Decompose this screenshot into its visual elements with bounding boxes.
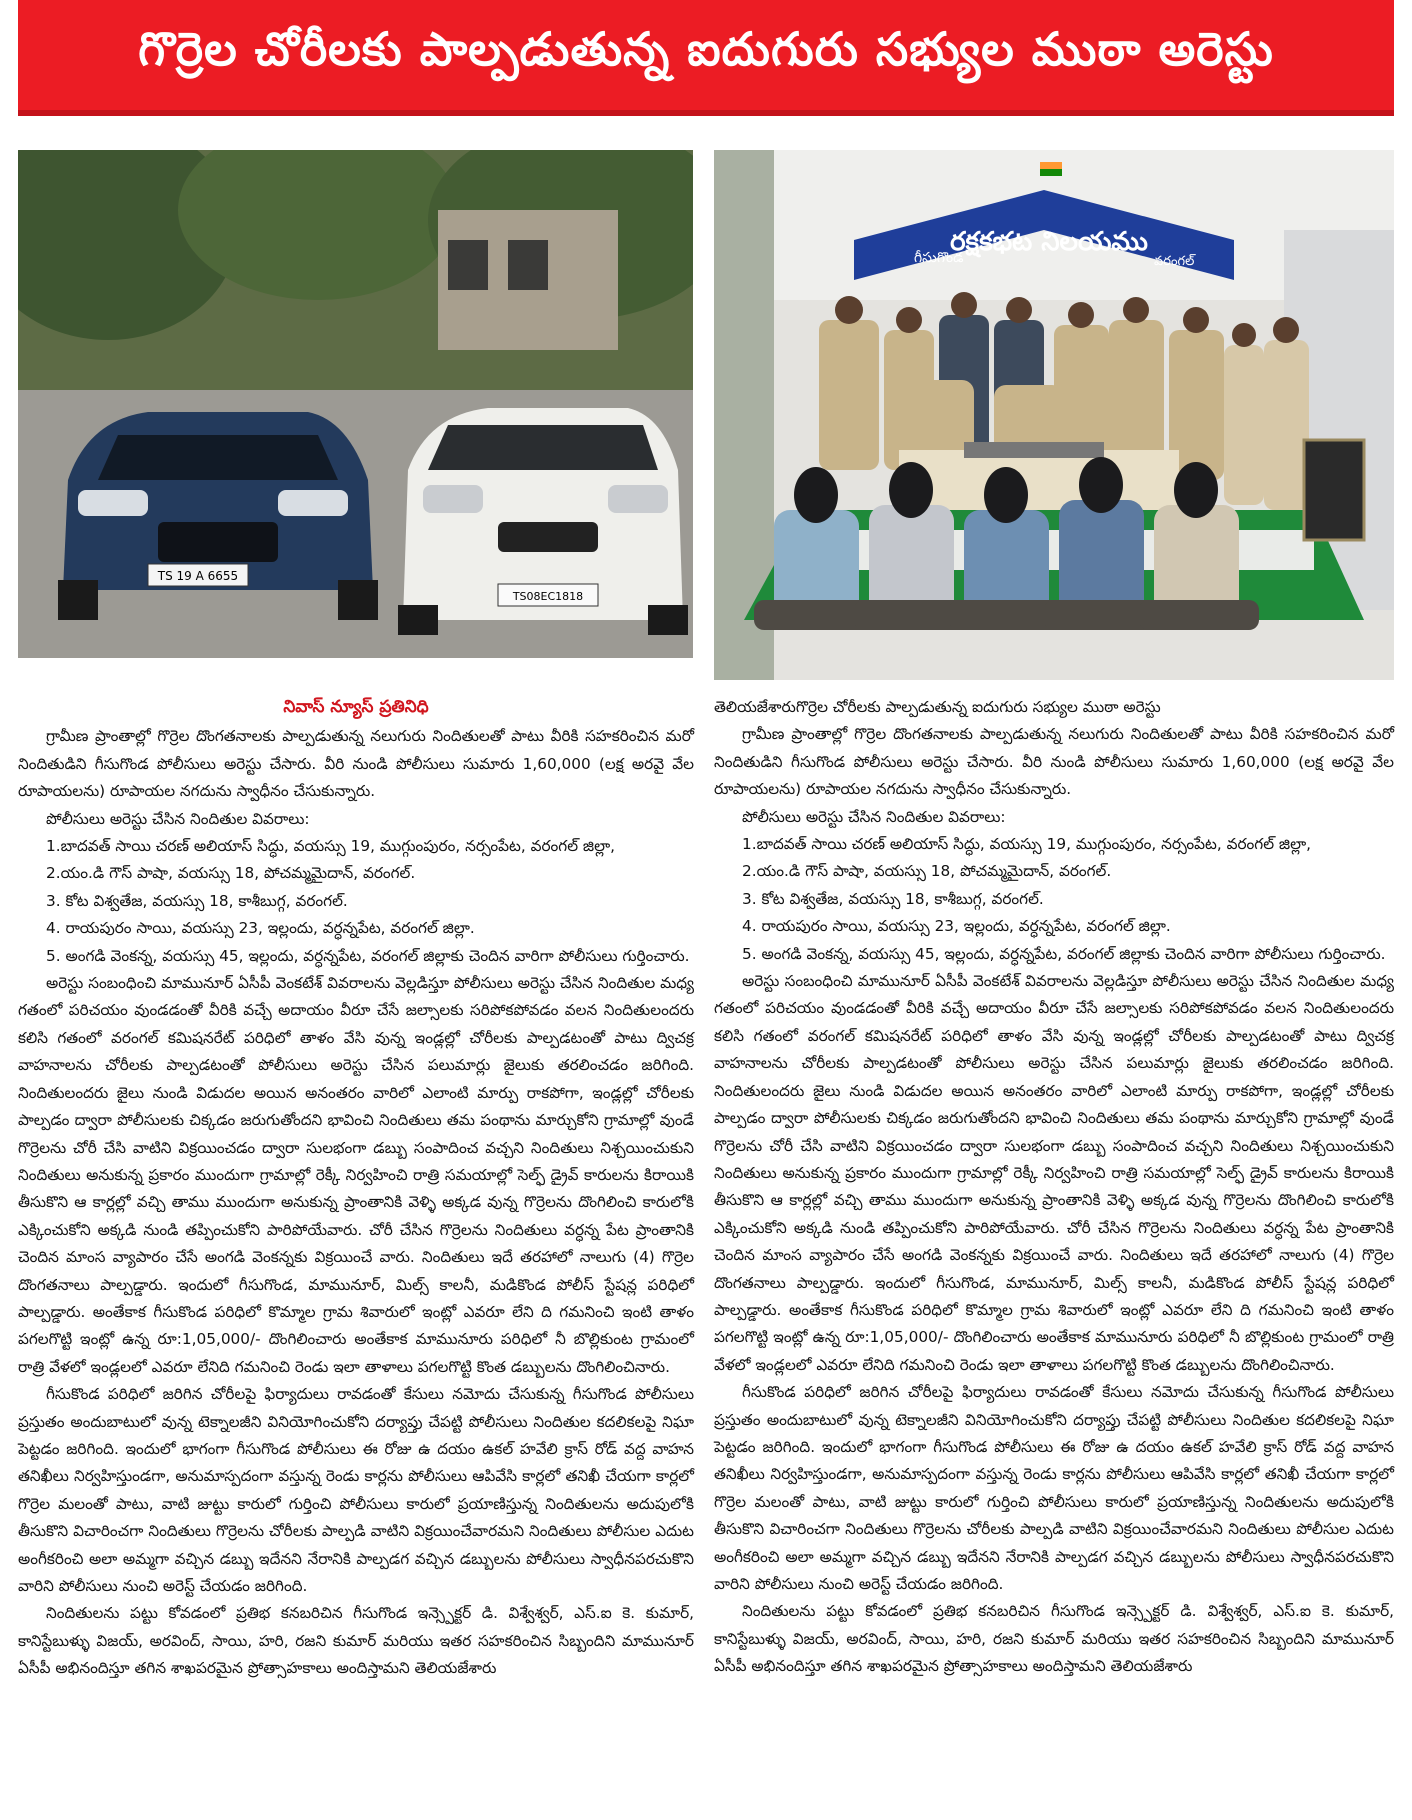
body-paragraph: నిందితులను పట్టు కోవడంలో ప్రతిభ కనబరిచిన గీసుగొండ ఇన్స్పెక్టర్ డి. విశ్వేశ్వర్, ఎస్.ఐ కె. కుమార్, కానిస్టేబుళ్ళు విజయ్, అరవింద్, సాయి, హరి, రజని కుమార్ మరియు ఇతర సహకరించిన సిబ్బందిని మామునూర్ ఏసీపీ అభినందిస్తూ తగిన శాఖపరమైన ప్రోత్సాహకాలు అందిస్తామని తెలియజేశారు (714, 1602, 1394, 1676)
sign-small: గీసుగొండ (914, 250, 964, 266)
sign-city: వరంగల్ (1154, 254, 1195, 269)
accused-item: 5. అంగడి వెంకన్న, వయస్సు 45, ఇల్లందు, వర్ధన్నపేట, వరంగల్ జిల్లాకు చెందిన వారిగా పోలీసులు గుర్తించారు. (742, 944, 1386, 963)
photo-seized-cars (18, 150, 693, 658)
list-heading: పోలీసులు అరెస్టు చేసిన నిందితుల వివరాలు: (46, 809, 310, 828)
headline-title: గొర్రెల చోరీలకు పాల్పడుతున్న ఐదుగురు సభ్యుల ముఠా అరెస్టు (138, 22, 1274, 76)
accused-item: 1.బాదవత్ సాయి చరణ్ అలియాస్ సిద్ధు, వయస్సు 19, ముగ్గుంపురం, నర్సంపేట, వరంగల్ జిల్లా, (46, 837, 615, 856)
accused-item: 3. కోట విశ్వతేజ, వయస్సు 18, కాశీబుగ్గ, వరంగల్. (742, 889, 1044, 908)
accused-item: 4. రాయపురం సాయి, వయస్సు 23, ఇల్లందు, వర్ధన్నపేట, వరంగల్ జిల్లా. (46, 919, 475, 938)
accused-item: 2.యం.డి గౌస్ పాషా, వయస్సు 18, పోచమ్మమైదాన్, వరంగల్. (742, 862, 1112, 881)
headline-banner (18, 0, 1394, 116)
accused-item: 1.బాదవత్ సాయి చరణ్ అలియాస్ సిద్ధు, వయస్సు 19, ముగ్గుంపురం, నర్సంపేట, వరంగల్ జిల్లా, (742, 835, 1311, 854)
intro-paragraph: గ్రామీణ ప్రాంతాల్లో గొర్రెల దొంగతనాలకు పాల్పడుతున్న నలుగురు నిందితులతో పాటు వీరికి సహకరించిన మరో నిందితుడిని గీసుగొండ పోలీసులు అరెస్టు చేసారు. వీరి నుండి పోలీసులు సుమారు 1,60,000 (లక్ష అరవై వేల రూపాయలను) రూపాయల నగదును స్వాధీనం చేసుకున్నారు. (18, 727, 694, 801)
byline: నివాస్ న్యూస్ ప్రతినిధి (283, 697, 429, 717)
photo-police-station-group (714, 150, 1394, 680)
accused-item: 2.యం.డి గౌస్ పాషా, వయస్సు 18, పోచమ్మమైదాన్, వరంగల్. (46, 864, 416, 883)
plate-left: TS 19 A 6655 (157, 569, 239, 583)
body-paragraph: అరెస్టు సంబంధించి మామునూర్ ఏసీపీ వెంకటేశ్ వివరాలను వెల్లడిస్తూ పోలీసులు అరెస్టు చేసిన నిందితుల మధ్య గతంలో పరిచయం వుండడంతో వీరికి వచ్చే అదాయం వీరూ చేసే జల్సాలకు సరిపోకపోవడం వలన నిందితులందరు కలిసి గతంలో వరంగల్ కమిషనరేట్ పరిధిలో తాళం వేసి వున్న ఇండ్లల్లో చోరీలకు పాల్పడటంతో పాటు ద్విచక్ర వాహనాలను చోరీలకు పాల్పడటంతో పోలీసులు అరెస్టు చేసిన పలుమార్లు జైలుకు తరలించడం జరిగింది. నిందితులందరు జైలు నుండి విడుదల అయిన అనంతరం వారిలో ఎలాంటి మార్పు రాకపోగా, ఇండ్లల్లో చోరీలకు పాల్పడం ద్వారా పోలీసులకు చిక్కడం జరుగుతోందని భావించి నిందితులు తమ పంథాను మార్చుకోని గ్రామాల్లో వుండే గొర్రెలను చోరీ చేసి వాటిని విక్రయించడం ద్వారా సులభంగా డబ్బు సంపాదించ వచ్చని నిందితులు నిశ్చయించుకుని నిందితులు అనుకున్న ప్రకారం ముందుగా గ్రామాల్లో రెక్కీ నిర్వహించి రాత్రి సమయాల్లో సెల్ఫ్ డ్రైవ్ కారులను కిరాయికి తీసుకొని ఆ కార్లల్లో వచ్చి తాము ముందుగా అనుకున్న ప్రాంతానికి వెళ్ళి అక్కడ వున్న గొర్రెలను దొంగిలించి కారులోకి ఎక్కించుకోని అక్కడి నుండి తప్పించుకోని పారిపోయేవారు. చోరీ చేసిన గొర్రెలను నిందితులు వర్ధన్న పేట ప్రాంతానికి చెందిన మాంస వ్యాపారం చేసే అంగడి వెంకన్నకు విక్రయించే వారు. నిందితులు ఇదే తరహాలో నాలుగు (4) గొర్రెల దొంగతనాలు పాల్పడ్డారు. ఇందులో గీసుగొండ, మామునూర్, మిల్స్ కాలనీ, మడికొండ పోలీస్ స్టేషన్ల పరిధిలో పాల్పడ్డారు. అంతేకాక గీసుకొండ పరిధిలో కొమ్మాల గ్రామ శివారులో ఇంట్లో ఎవరూ లేని ది గమనించి ఇంటి తాళం పగలగొట్టి ఇంట్లో ఉన్న రూ:1,05,000/- దొంగిలించారు అంతేకాక మామునూరు పరిధిలో నీ బొల్లికుంట గ్రామంలో రాత్రి వేళలో ఇండ్లలలో ఎవరూ లేనిది గమనించి రెండు ఇలా తాళాలు పగలగొట్టి కొంత డబ్బులను దొంగిలించినారు. (714, 972, 1394, 1374)
body-paragraph: అరెస్టు సంబంధించి మామునూర్ ఏసీపీ వెంకటేశ్ వివరాలను వెల్లడిస్తూ పోలీసులు అరెస్టు చేసిన నిందితుల మధ్య గతంలో పరిచయం వుండడంతో వీరికి వచ్చే అదాయం వీరూ చేసే జల్సాలకు సరిపోకపోవడం వలన నిందితులందరు కలిసి గతంలో వరంగల్ కమిషనరేట్ పరిధిలో తాళం వేసి వున్న ఇండ్లల్లో చోరీలకు పాల్పడటంతో పాటు ద్విచక్ర వాహనాలను చోరీలకు పాల్పడటంతో పోలీసులు అరెస్టు చేసిన పలుమార్లు జైలుకు తరలించడం జరిగింది. నిందితులందరు జైలు నుండి విడుదల అయిన అనంతరం వారిలో ఎలాంటి మార్పు రాకపోగా, ఇండ్లల్లో చోరీలకు పాల్పడం ద్వారా పోలీసులకు చిక్కడం జరుగుతోందని భావించి నిందితులు తమ పంథాను మార్చుకోని గ్రామాల్లో వుండే గొర్రెలను చోరీ చేసి వాటిని విక్రయించడం ద్వారా సులభంగా డబ్బు సంపాదించ వచ్చని నిందితులు నిశ్చయించుకుని నిందితులు అనుకున్న ప్రకారం ముందుగా గ్రామాల్లో రెక్కీ నిర్వహించి రాత్రి సమయాల్లో సెల్ఫ్ డ్రైవ్ కారులను కిరాయికి తీసుకొని ఆ కార్లల్లో వచ్చి తాము ముందుగా అనుకున్న ప్రాంతానికి వెళ్ళి అక్కడ వున్న గొర్రెలను దొంగిలించి కారులోకి ఎక్కించుకోని అక్కడి నుండి తప్పించుకోని పారిపోయేవారు. చోరీ చేసిన గొర్రెలను నిందితులు వర్ధన్న పేట ప్రాంతానికి చెందిన మాంస వ్యాపారం చేసే అంగడి వెంకన్నకు విక్రయించే వారు. నిందితులు ఇదే తరహాలో నాలుగు (4) గొర్రెల దొంగతనాలు పాల్పడ్డారు. ఇందులో గీసుగొండ, మామునూర్, మిల్స్ కాలనీ, మడికొండ పోలీస్ స్టేషన్ల పరిధిలో పాల్పడ్డారు. అంతేకాక గీసుకొండ పరిధిలో కొమ్మాల గ్రామ శివారులో ఇంట్లో ఎవరూ లేని ది గమనించి ఇంటి తాళం పగలగొట్టి ఇంట్లో ఉన్న రూ:1,05,000/- దొంగిలించారు అంతేకాక మామునూరు పరిధిలో నీ బొల్లికుంట గ్రామంలో రాత్రి వేళలో ఇండ్లలలో ఎవరూ లేనిది గమనించి రెండు ఇలా తాళాలు పగలగొట్టి కొంత డబ్బులను దొంగిలించినారు. (18, 974, 694, 1376)
sign-main: రక్షకభట నిలయము (950, 227, 1148, 257)
photo-caption: తెలియజేశారుగొర్రెల చోరీలకు పాల్పడుతున్న ఐదుగురు సభ్యుల ముఠా అరెస్టు (714, 698, 1161, 716)
intro-paragraph: గ్రామీణ ప్రాంతాల్లో గొర్రెల దొంగతనాలకు పాల్పడుతున్న నలుగురు నిందితులతో పాటు వీరికి సహకరించిన మరో నిందితుడిని గీసుగొండ పోలీసులు అరెస్టు చేసారు. వీరి నుండి పోలీసులు సుమారు 1,60,000 (లక్ష అరవై వేల రూపాయలను) రూపాయల నగదును స్వాధీనం చేసుకున్నారు. (714, 725, 1394, 799)
accused-item: 4. రాయపురం సాయి, వయస్సు 23, ఇల్లందు, వర్ధన్నపేట, వరంగల్ జిల్లా. (742, 917, 1171, 936)
plate-right: TS08EC1818 (512, 590, 584, 603)
accused-item: 3. కోట విశ్వతేజ, వయస్సు 18, కాశీబుగ్గ, వరంగల్. (46, 891, 348, 910)
body-paragraph: గీసుకొండ పరిధిలో జరిగిన చోరీలపై ఫిర్యాదులు రావడంతో కేసులు నమోదు చేసుకున్న గీసుగొండ పోలీసులు ప్రస్తుతం అందుబాటులో వున్న టెక్నాలజీని వినియోగించుకోని దర్యాప్తు చేపట్టి పోలీసులు నిందితుల కదలికలపై నిఘా పెట్టడం జరిగింది. ఇందులో భాగంగా గీసుగొండ పోలీసులు ఈ రోజు ఉ దయం ఉకల్ హవేలి క్రాస్ రోడ్ వద్ద వాహన తనిఖీలు నిర్వహిస్తుండగా, అనుమాస్పదంగా వస్తున్న రెండు కార్లను పోలీసులు ఆపివేసి కార్లలో తనిఖీ చేయగా కార్లలో గొర్రెల మలంతో పాటు, వాటి జుట్టు కారులో గుర్తించి పోలీసులు కారులో ప్రయాణిస్తున్న నిందితులను అదుపులోకి తీసుకొని విచారించగా నిందితులు గొర్రెలను చోరీలకు పాల్పడి వాటిని విక్రయించేవారమని నిందితులు పోలీసుల ఎదుట అంగీకరించి అలా అమ్మగా వచ్చిన డబ్బు ఇదేనని నేరానికి పాల్పడగ వచ్చిన డబ్బులను పోలీసులు స్వాధీనపరచుకొని వారిని పోలీసులు నుంచి అరెస్ట్ చేయడం జరిగింది. (18, 1385, 694, 1595)
article-column-left (18, 694, 694, 1683)
body-paragraph: గీసుకొండ పరిధిలో జరిగిన చోరీలపై ఫిర్యాదులు రావడంతో కేసులు నమోదు చేసుకున్న గీసుగొండ పోలీసులు ప్రస్తుతం అందుబాటులో వున్న టెక్నాలజీని వినియోగించుకోని దర్యాప్తు చేపట్టి పోలీసులు నిందితుల కదలికలపై నిఘా పెట్టడం జరిగింది. ఇందులో భాగంగా గీసుగొండ పోలీసులు ఈ రోజు ఉ దయం ఉకల్ హవేలి క్రాస్ రోడ్ వద్ద వాహన తనిఖీలు నిర్వహిస్తుండగా, అనుమాస్పదంగా వస్తున్న రెండు కార్లను పోలీసులు ఆపివేసి కార్లలో తనిఖీ చేయగా కార్లలో గొర్రెల మలంతో పాటు, వాటి జుట్టు కారులో గుర్తించి పోలీసులు కారులో ప్రయాణిస్తున్న నిందితులను అదుపులోకి తీసుకొని విచారించగా నిందితులు గొర్రెలను చోరీలకు పాల్పడి వాటిని విక్రయించేవారమని నిందితులు పోలీసుల ఎదుట అంగీకరించి అలా అమ్మగా వచ్చిన డబ్బు ఇదేనని నేరానికి పాల్పడగ వచ్చిన డబ్బులను పోలీసులు స్వాధీనపరచుకొని వారిని పోలీసులు నుంచి అరెస్ట్ చేయడం జరిగింది. (714, 1383, 1394, 1593)
list-heading: పోలీసులు అరెస్టు చేసిన నిందితుల వివరాలు: (742, 807, 1006, 826)
body-paragraph: నిందితులను పట్టు కోవడంలో ప్రతిభ కనబరిచిన గీసుగొండ ఇన్స్పెక్టర్ డి. విశ్వేశ్వర్, ఎస్.ఐ కె. కుమార్, కానిస్టేబుళ్ళు విజయ్, అరవింద్, సాయి, హరి, రజని కుమార్ మరియు ఇతర సహకరించిన సిబ్బందిని మామునూర్ ఏసీపీ అభినందిస్తూ తగిన శాఖపరమైన ప్రోత్సాహకాలు అందిస్తామని తెలియజేశారు (18, 1604, 694, 1678)
accused-item: 5. అంగడి వెంకన్న, వయస్సు 45, ఇల్లందు, వర్ధన్నపేట, వరంగల్ జిల్లాకు చెందిన వారిగా పోలీసులు గుర్తించారు. (46, 946, 690, 965)
article-column-right (714, 694, 1394, 1681)
